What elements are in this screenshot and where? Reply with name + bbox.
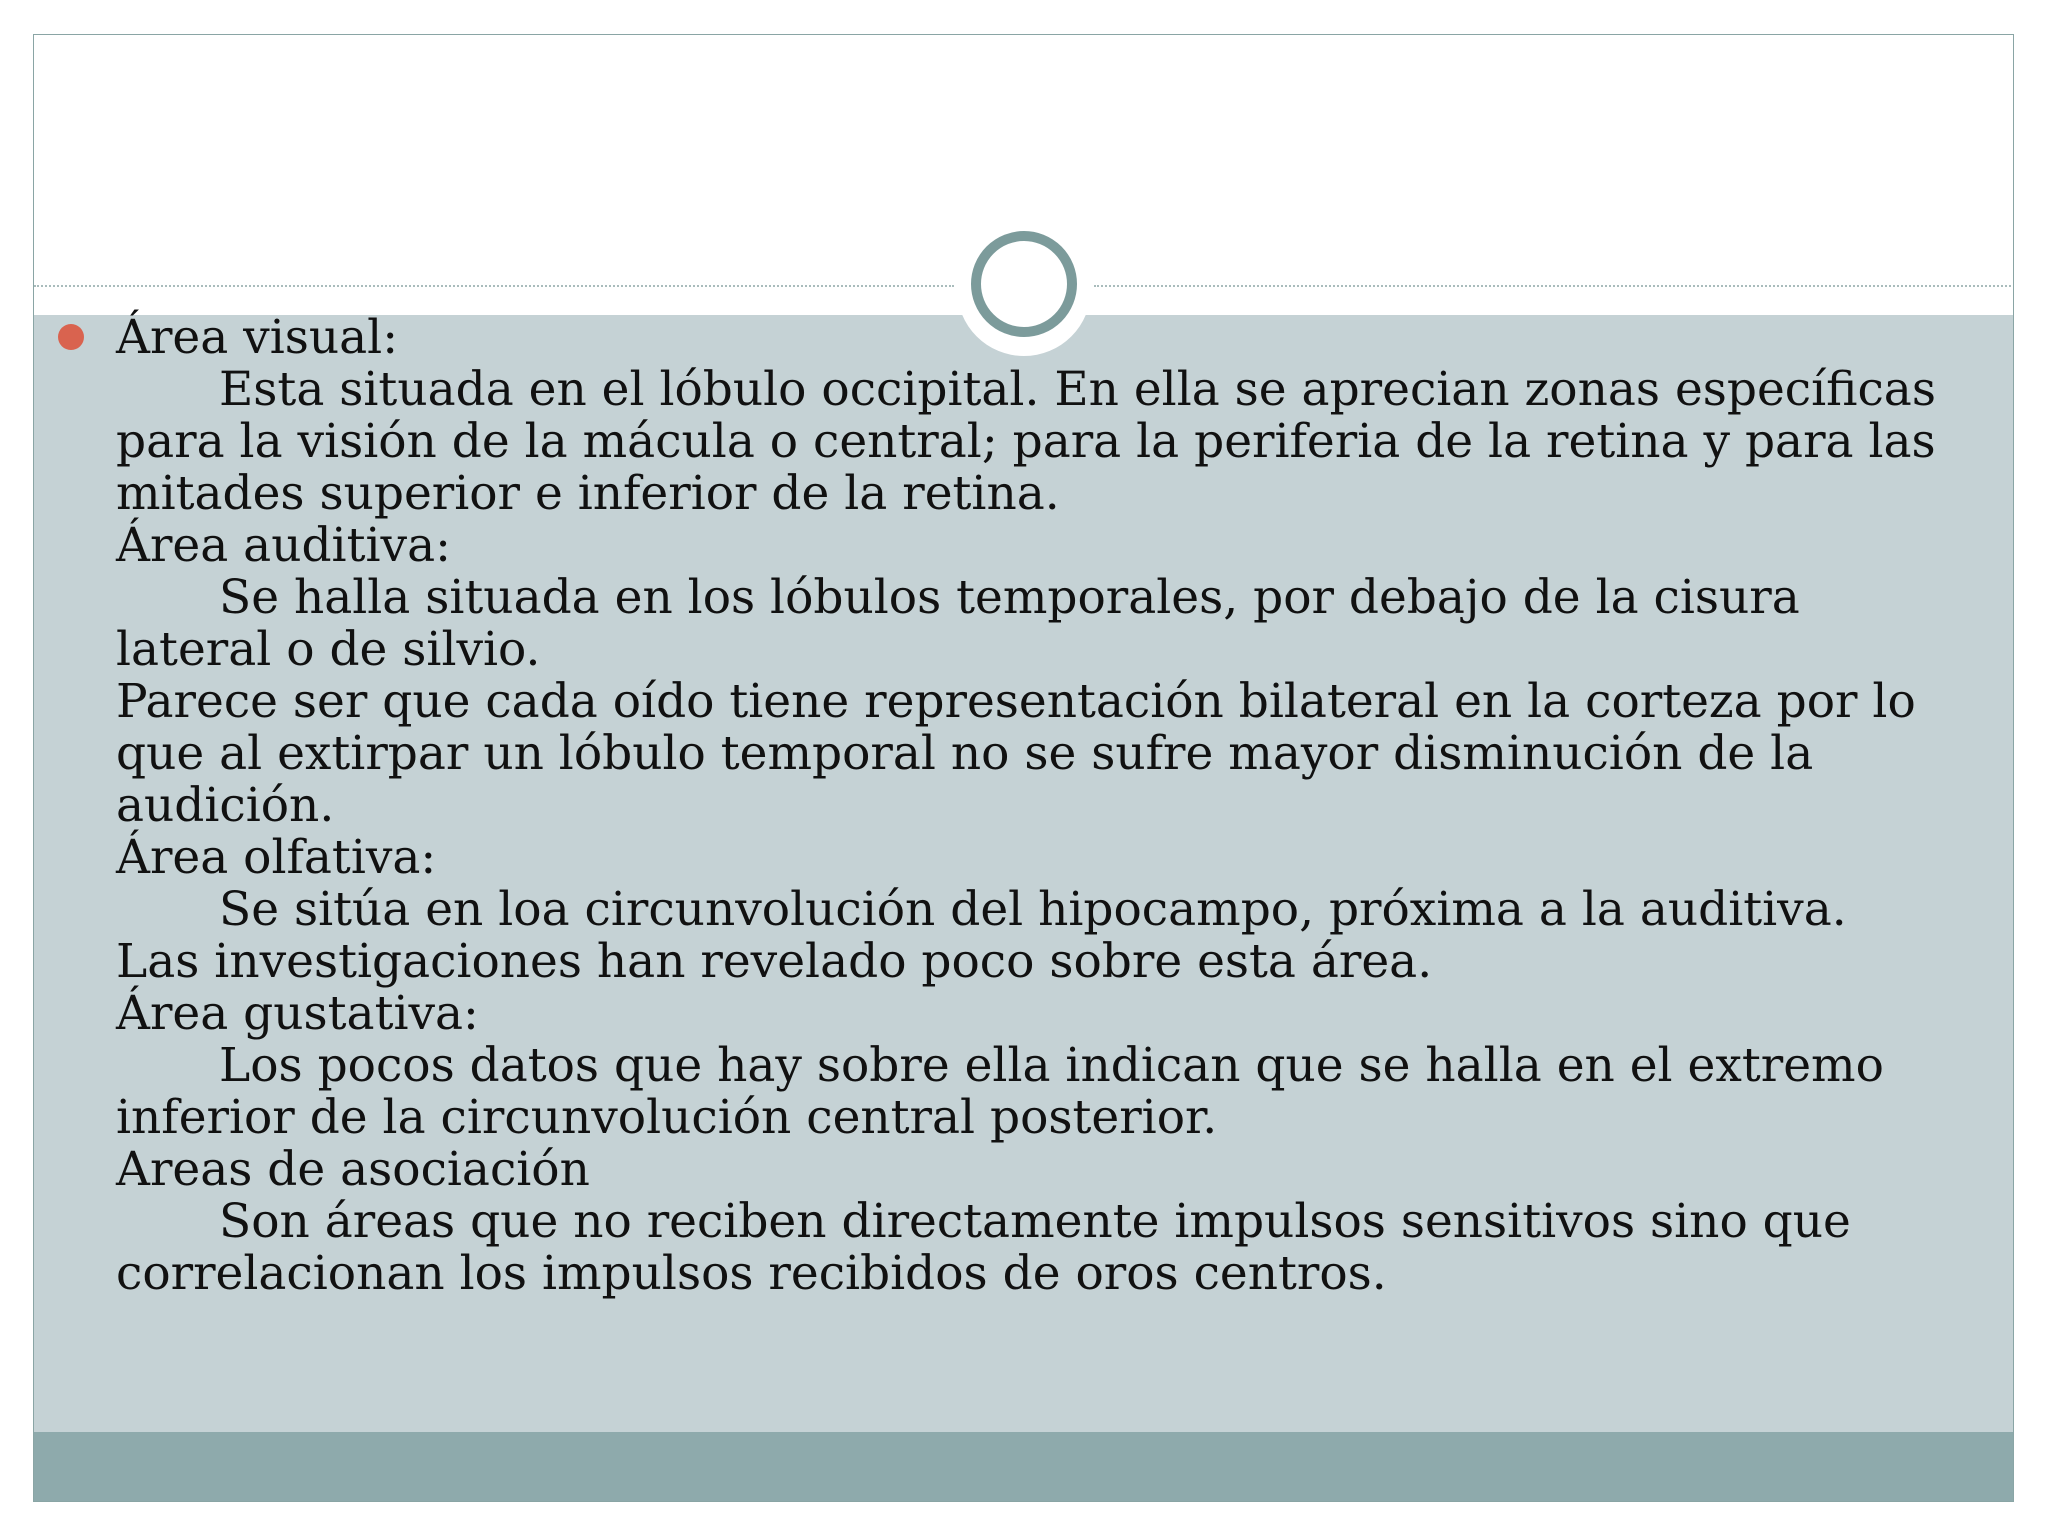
text-line: Los pocos datos que hay sobre ella indican que se halla en el extremo [219,1038,1884,1093]
text-line: lateral o de silvio. [116,622,541,677]
heading-areas-asociacion: Areas de asociación [116,1142,590,1197]
divider-line-right [1094,285,2014,287]
text-line: para la visión de la mácula o central; para la periferia de la retina y para las [116,414,1936,469]
text-line: Se halla situada en los lóbulos temporales, por debajo de la cisura [219,570,1800,625]
footer-band [34,1432,2013,1502]
text-line: Parece ser que cada oído tiene representación bilateral en la corteza por lo [116,674,1916,729]
text-line: Las investigaciones han revelado poco sobre esta área. [116,934,1433,989]
heading-area-auditiva: Área auditiva: [116,518,451,573]
text-line: que al extirpar un lóbulo temporal no se sufre mayor disminución de la [116,726,1814,781]
bullet-dot-icon [58,324,84,350]
heading-area-visual: Área visual: [116,310,399,365]
text-line: Son áreas que no reciben directamente impulsos sensitivos sino que [219,1194,1851,1249]
text-line: inferior de la circunvolución central posterior. [116,1090,1218,1145]
text-line: Esta situada en el lóbulo occipital. En ella se aprecian zonas específicas [219,362,1936,417]
text-line: correlacionan los impulsos recibidos de oros centros. [116,1246,1387,1301]
body-text [116,312,1956,1300]
divider-line-left [34,285,954,287]
text-line: Se sitúa en loa circunvolución del hipocampo, próxima a la auditiva. [219,882,1847,937]
text-line: mitades superior e inferior de la retina. [116,466,1060,521]
heading-area-gustativa: Área gustativa: [116,986,479,1041]
heading-area-olfativa: Área olfativa: [116,830,437,885]
text-line: audición. [116,778,335,833]
